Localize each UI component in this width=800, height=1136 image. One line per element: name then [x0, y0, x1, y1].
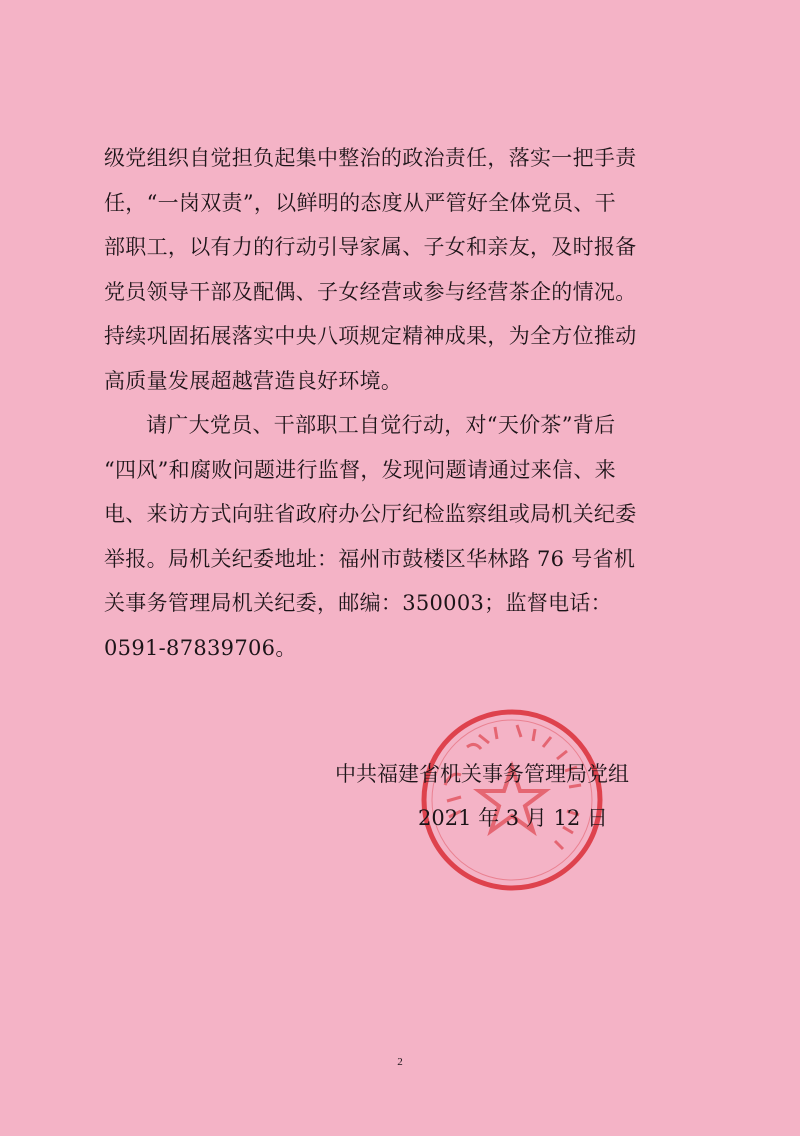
- signature-organization: 中共福建省机关事务管理局党组: [335, 762, 629, 786]
- paragraph-1-line-2: 任，“一岗双责”，以鲜明的态度从严管好全体党员、干: [104, 190, 616, 215]
- paragraph-1-line-5: 持续巩固拓展落实中央八项规定精神成果，为全方位推动: [104, 324, 637, 348]
- paragraph-2-line-4: 举报。局机关纪委地址：福州市鼓楼区华林路 76 号省机: [104, 546, 636, 571]
- paragraph-1-line-6: 高质量发展超越营造良好环境。: [104, 368, 403, 393]
- paragraph-1-line-3: 部职工，以有力的行动引导家属、子女和亲友，及时报备: [104, 235, 637, 259]
- body-text: [104, 136, 724, 670]
- paragraph-2-line-6: 0591-87839706。: [104, 635, 297, 660]
- paragraph-2-line-5: 关事务管理局机关纪委，邮编：350003；监督电话：: [104, 591, 612, 615]
- signature-date: 2021 年 3 月 12 日: [418, 806, 608, 830]
- paragraph-2-line-2: “四风”和腐败问题进行监督，发现问题请通过来信、来: [104, 457, 616, 482]
- paragraph-2-line-1: 请广大党员、干部职工自觉行动，对“天价茶”背后: [146, 413, 616, 437]
- page-number: 2: [397, 1056, 403, 1068]
- paragraph-1-line-1: 级党组织自觉担负起集中整治的政治责任，落实一把手责: [104, 146, 637, 170]
- paragraph-1-line-4: 党员领导干部及配偶、子女经营或参与经营茶企的情况。: [104, 279, 637, 304]
- paragraph-2-line-3: 电、来访方式向驻省政府办公厅纪检监察组或局机关纪委: [104, 502, 637, 526]
